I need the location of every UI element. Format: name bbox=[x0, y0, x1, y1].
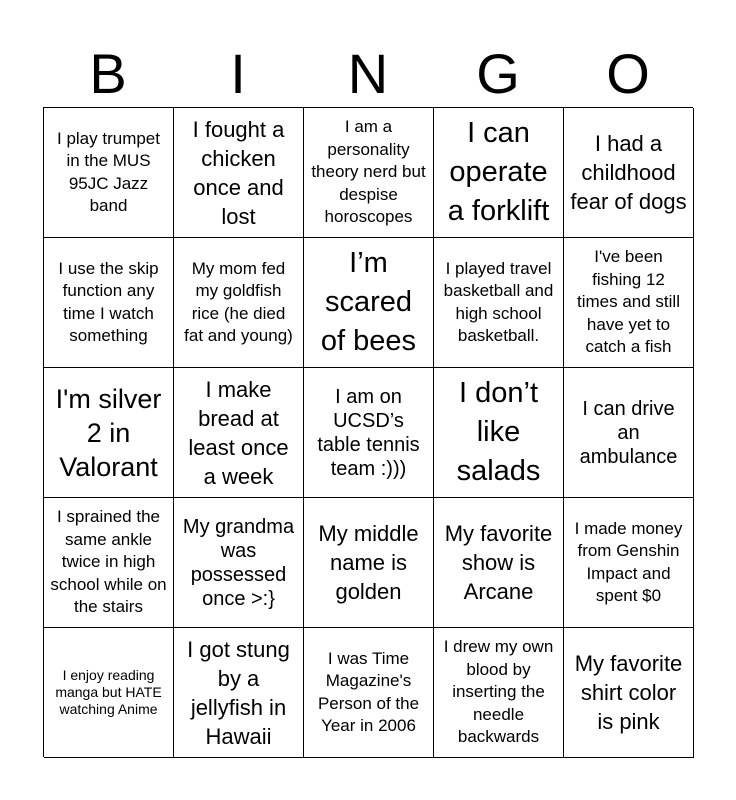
cell-text: I played travel basketball and high school basketball. bbox=[443, 258, 554, 345]
cell-text: I got stung by a jellyfish in Hawaii bbox=[187, 636, 290, 749]
cell-text: I drew my own blood by inserting the needle backwards bbox=[443, 637, 554, 747]
cell-text: I sprained the same ankle twice in high school while on the stairs bbox=[50, 507, 167, 617]
cell-text: I play trumpet in the MUS 95JC Jazz band bbox=[57, 128, 160, 215]
bingo-cell[interactable] bbox=[174, 108, 304, 238]
cell-text: I don’t like salads bbox=[456, 377, 541, 487]
cell-text: My favorite show is Arcane bbox=[444, 521, 553, 604]
bingo-cell[interactable] bbox=[564, 238, 694, 368]
header-letter-b: B bbox=[89, 42, 127, 105]
cell-text: My mom fed my goldfish rice (he died fat and young) bbox=[184, 258, 293, 345]
cell-text: I'm silver 2 in Valorant bbox=[55, 383, 162, 482]
bingo-cell[interactable] bbox=[174, 628, 304, 758]
bingo-cell[interactable] bbox=[44, 108, 174, 238]
cell-text: My grandma was possessed once >:} bbox=[182, 515, 295, 610]
cell-text: I use the skip function any time I watch something bbox=[58, 258, 159, 345]
bingo-cell[interactable] bbox=[434, 368, 564, 498]
bingo-cell[interactable] bbox=[304, 628, 434, 758]
header-letter-o: O bbox=[606, 42, 650, 105]
bingo-cell[interactable] bbox=[304, 238, 434, 368]
cell-text: I fought a chicken once and lost bbox=[192, 116, 285, 229]
header-letter-i: I bbox=[230, 42, 246, 105]
cell-text: I made money from Genshin Impact and spent $0 bbox=[574, 518, 683, 605]
cell-text: I can drive an ambulance bbox=[579, 397, 678, 468]
bingo-grid bbox=[43, 107, 693, 757]
cell-text: I am on UCSD’s table tennis team :))) bbox=[317, 385, 420, 480]
cell-text: I’m scared of bees bbox=[320, 247, 417, 357]
bingo-cell[interactable] bbox=[434, 628, 564, 758]
bingo-cell[interactable] bbox=[44, 238, 174, 368]
bingo-cell[interactable] bbox=[44, 368, 174, 498]
bingo-cell[interactable] bbox=[564, 108, 694, 238]
cell-text: I am a personality theory nerd but despise horoscopes bbox=[311, 117, 426, 227]
cell-text: I had a childhood fear of dogs bbox=[570, 131, 687, 214]
cell-text: I've been fishing 12 times and still have yet to catch a fish bbox=[577, 247, 680, 357]
bingo-cell[interactable] bbox=[304, 368, 434, 498]
cell-text: I make bread at least once a week bbox=[188, 376, 289, 489]
header-letter-n: N bbox=[347, 42, 389, 105]
cell-text: I enjoy reading manga but HATE watching Anime bbox=[55, 667, 162, 717]
bingo-cell[interactable] bbox=[434, 238, 564, 368]
bingo-header bbox=[43, 44, 693, 104]
cell-text: I was Time Magazine's Person of the Year in 2006 bbox=[317, 648, 420, 735]
bingo-cell[interactable] bbox=[174, 238, 304, 368]
bingo-cell[interactable] bbox=[304, 108, 434, 238]
bingo-cell[interactable] bbox=[304, 498, 434, 628]
bingo-cell[interactable] bbox=[174, 498, 304, 628]
cell-text: My middle name is golden bbox=[318, 521, 419, 604]
bingo-cell[interactable] bbox=[434, 498, 564, 628]
bingo-cell[interactable] bbox=[434, 108, 564, 238]
bingo-cell[interactable] bbox=[564, 368, 694, 498]
cell-text: My favorite shirt color is pink bbox=[574, 651, 683, 734]
bingo-cell[interactable] bbox=[564, 498, 694, 628]
header-letter-g: G bbox=[476, 42, 520, 105]
cell-text: I can operate a forklift bbox=[447, 117, 550, 227]
bingo-cell[interactable] bbox=[174, 368, 304, 498]
bingo-cell[interactable] bbox=[44, 498, 174, 628]
bingo-cell[interactable] bbox=[564, 628, 694, 758]
bingo-cell[interactable] bbox=[44, 628, 174, 758]
